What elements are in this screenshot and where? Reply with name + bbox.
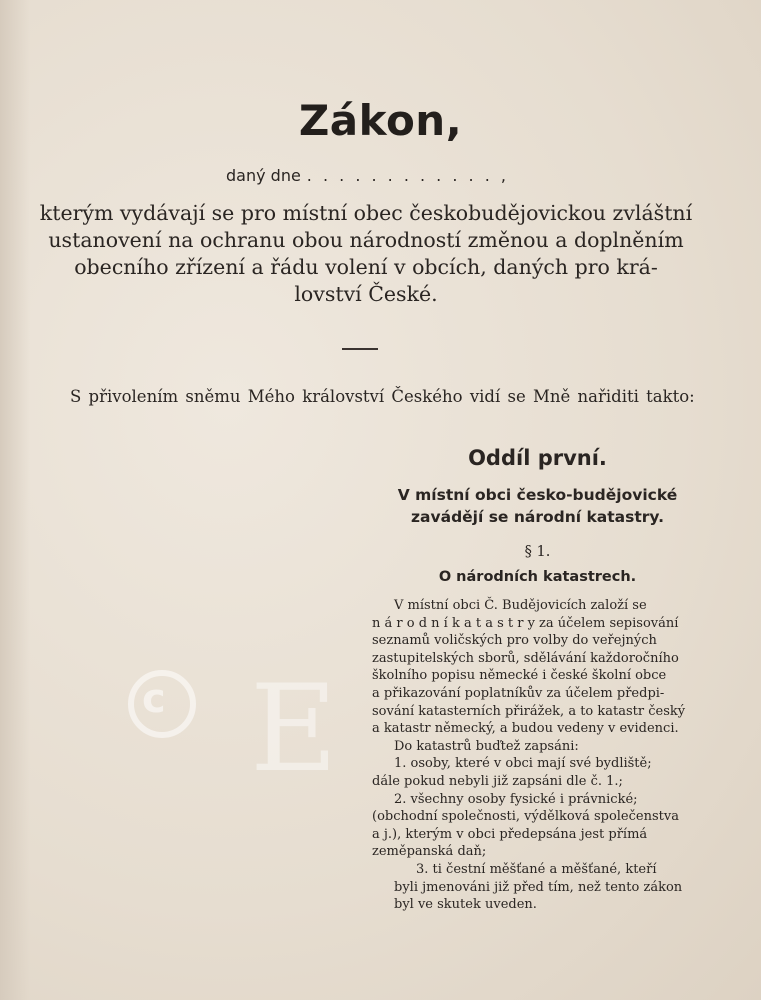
preamble-line: ustanovení na ochranu obou národností změnou a doplněním: [48, 228, 684, 252]
decree-text: S přivolením sněmu Mého království Českého vidí se Mně nařiditi takto:: [70, 387, 695, 406]
preamble: [26, 200, 706, 308]
body-line: sování katasterních přirážek, a to katastr český: [372, 703, 686, 719]
body-line: (obchodní společnosti, výdělková společenstva: [372, 809, 679, 825]
body-line: školního popisu německé i české školní obce: [372, 668, 667, 684]
date-label: daný dne: [226, 166, 301, 185]
preamble-line: kterým vydávají se pro místní obec českobudějovickou zvláštní: [39, 201, 693, 225]
body-line: 3. ti čestní měšťané a měšťané, kteří: [416, 861, 657, 877]
part-title: Oddíl první.: [468, 446, 607, 470]
copyright-watermark: [128, 660, 388, 800]
body-line: 1. osoby, které v obci mají své bydliště;: [394, 756, 652, 772]
copyright-c-icon: c: [142, 676, 166, 722]
body-line: n á r o d n í k a t a s t r y za účelem sepisování: [372, 615, 679, 631]
body-line: zastupitelských sborů, sdělávání každoročního: [372, 650, 679, 666]
section-number: § 1.: [524, 544, 551, 560]
date-line: [226, 166, 509, 185]
body-line: byli jmenováni již před tím, než tento zákon: [394, 879, 683, 895]
body-line: byl ve skutek uveden.: [394, 897, 537, 913]
copyright-circle-icon: [128, 670, 196, 738]
divider: [342, 348, 378, 350]
body-line: Do katastrů buďtež zapsáni:: [394, 738, 579, 754]
part-subtitle-line: zavádějí se národní katastry.: [411, 508, 664, 526]
page-edge-shadow: [0, 0, 30, 1000]
body-line: a přikazování poplatníkův za účelem předpi-: [372, 685, 665, 701]
watermark-letter-icon: E: [250, 660, 338, 799]
body-line: zeměpanská daň;: [372, 844, 487, 860]
part-subtitle: [370, 484, 705, 528]
section-body: [372, 597, 702, 914]
section-title: O národních katastrech.: [438, 569, 637, 585]
body-line: V místní obci Č. Budějovicích založí se: [394, 598, 647, 613]
body-line: a katastr německý, a budou vedeny v evidenci.: [372, 721, 679, 737]
part-subtitle-line: V místní obci česko-budějovické: [397, 486, 678, 504]
body-line: seznamů voličských pro volby do veřejných: [372, 633, 657, 649]
body-line: dále pokud nebyli již zapsáni dle č. 1.;: [372, 773, 623, 789]
date-blank: . . . . . . . . . . . . ,: [306, 166, 509, 185]
preamble-line: lovství České.: [294, 282, 438, 306]
page-title: Zákon,: [298, 96, 463, 145]
body-line: 2. všechny osoby fysické i právnické;: [394, 791, 638, 807]
body-line: a j.), kterým v obci předepsána jest přímá: [372, 826, 648, 842]
preamble-line: obecního zřízení a řádu volení v obcích, daných pro krá-: [74, 255, 658, 279]
